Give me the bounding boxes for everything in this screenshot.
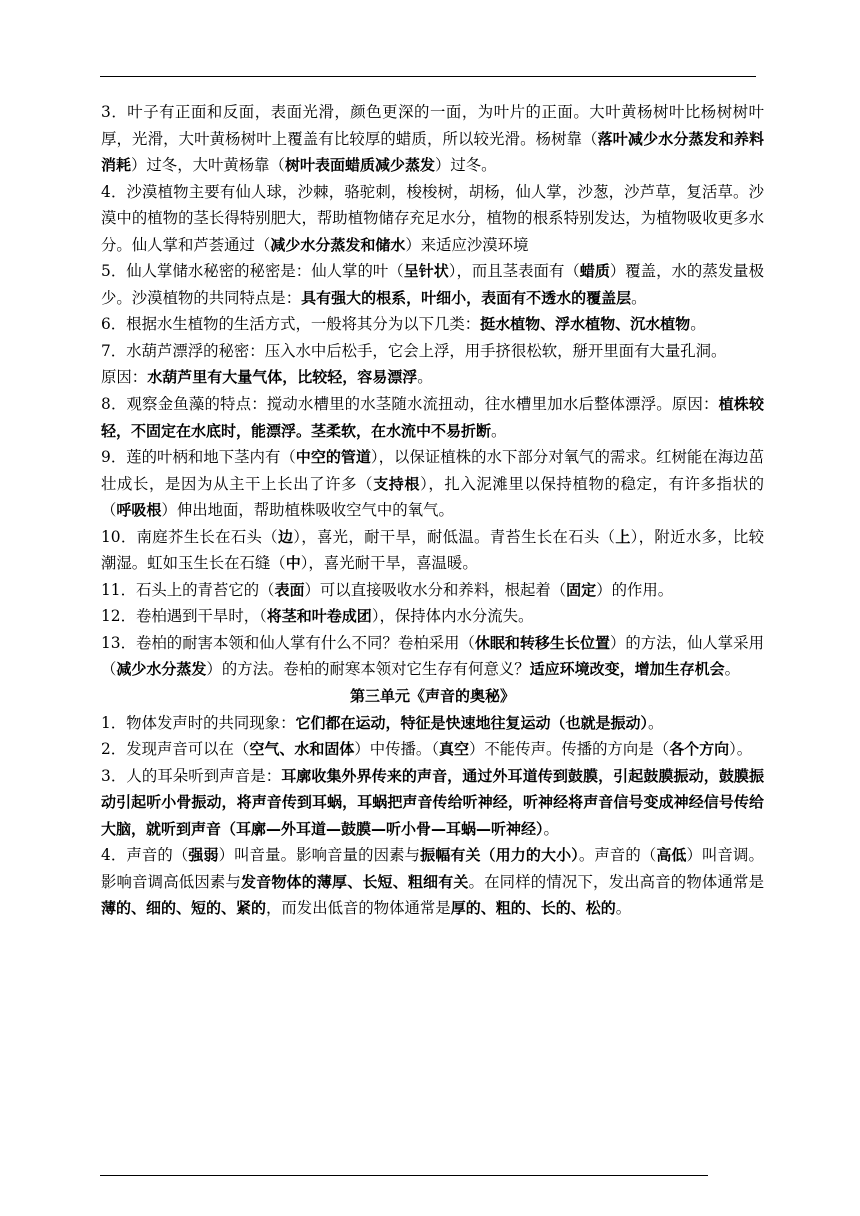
paragraph bbox=[101, 258, 764, 311]
text-run: 。声音的（ bbox=[578, 846, 657, 865]
bold-answer: 中空的管道 bbox=[295, 448, 371, 467]
paragraph bbox=[101, 736, 764, 763]
plant-section-paragraphs bbox=[101, 99, 764, 683]
text-run: ）叫音量。影响音量的因素与 bbox=[218, 846, 421, 865]
text-run: ）。 bbox=[729, 740, 753, 759]
text-run: 2．发现声音可以在（ bbox=[101, 740, 250, 759]
bold-answer: 上 bbox=[615, 527, 631, 546]
text-run: 4．沙漠植物主要有仙人球，沙棘，骆驼刺，梭梭树，胡杨，仙人掌，沙葱，沙芦草，复活草。沙漠中的植物的茎长得特别肥大，帮助植物储存充足水分，植物的根系特别发达，为植物吸收更多水分。仙人掌和芦荟通过（ bbox=[101, 182, 764, 254]
text-run: ），扎入泥滩里以保持植物的稳定，有许多指状的（ bbox=[101, 474, 764, 520]
footer-rule bbox=[100, 1175, 708, 1176]
bold-answer: 支持根 bbox=[373, 474, 421, 493]
bold-answer: 薄的、细的、短的、紧的 bbox=[101, 899, 267, 918]
bold-answer: 耳廓收集外界传来的声音，通过外耳道传到鼓膜，引起鼓膜振动，鼓膜振动引起听小骨振动，将声音传到耳蜗，耳蜗把声音传给听神经，听神经将声音信号变成神经信号传给大脑，就听到声音（耳廓—外耳道—鼓膜—听小骨—耳蜗—听神经） bbox=[101, 766, 764, 838]
text-run: 3．人的耳朵听到声音是： bbox=[101, 766, 282, 785]
bold-answer: 休眠和转移生长位置 bbox=[474, 633, 610, 652]
text-run: 13．卷柏的耐害本领和仙人掌有什么不同？卷柏采用（ bbox=[101, 633, 475, 652]
text-run: 6．根据水生植物的生活方式，一般将其分为以下几类： bbox=[101, 315, 481, 334]
bold-answer: 中 bbox=[285, 554, 301, 573]
bold-answer: 它们都在运动，特征是快速地往复运动（也就是振动） bbox=[295, 713, 648, 732]
bold-answer: 蜡质 bbox=[579, 262, 610, 281]
text-run: ）伸出地面，帮助植株吸收空气中的氧气。 bbox=[161, 501, 454, 520]
text-run: ）叫音调。影响音调高低因素与 bbox=[101, 846, 764, 891]
text-run: 1．物体发声时的共同现象： bbox=[101, 713, 296, 732]
bold-answer: 水葫芦里有大量气体，比较轻，容易漂浮 bbox=[147, 368, 418, 387]
text-run: 。 bbox=[543, 819, 559, 838]
text-run: 7．水葫芦漂浮的秘密：压入水中后松手，它会上浮，用手挤很松软，掰开里面有大量孔洞。 bbox=[101, 341, 727, 360]
paragraph bbox=[101, 391, 764, 444]
text-run: ）可以直接吸收水分和养料，根起着（ bbox=[304, 580, 567, 599]
bold-answer: 减少水分蒸发 bbox=[116, 660, 207, 679]
text-run: ）来适应沙漠环境 bbox=[405, 235, 529, 254]
paragraph bbox=[101, 630, 764, 683]
bold-answer: 挺水植物、浮水植物、沉水植物 bbox=[480, 315, 691, 334]
text-run: 。 bbox=[724, 660, 741, 679]
bold-answer: 植株较轻，不固定在水底时，能漂浮。茎柔软，在水流中不易折断 bbox=[101, 395, 764, 440]
header-rule bbox=[100, 76, 756, 77]
text-run: ），而且茎表面有（ bbox=[448, 262, 580, 281]
text-run: 。 bbox=[631, 288, 647, 307]
paragraph bbox=[101, 763, 764, 843]
text-run: 4．声音的（ bbox=[101, 846, 189, 865]
section-heading: 第三单元《声音的奥秘》 bbox=[349, 687, 515, 706]
bold-answer: 固定 bbox=[566, 580, 597, 599]
paragraph bbox=[101, 364, 764, 391]
bold-answer: 呼吸根 bbox=[116, 501, 162, 520]
text-run: ）过冬。 bbox=[434, 156, 497, 175]
text-run: ），附近水多，比较潮湿。虹如玉生长在石缝（ bbox=[101, 527, 764, 573]
paragraph bbox=[101, 524, 764, 577]
text-run: ）不能传声。传播的方向是（ bbox=[469, 740, 670, 759]
bold-answer: 将茎和叶卷成团 bbox=[266, 607, 372, 626]
paragraph bbox=[101, 603, 764, 630]
text-run: 原因： bbox=[101, 368, 148, 387]
bold-answer: 边 bbox=[277, 527, 294, 546]
bold-answer: 厚的、粗的、长的、松的 bbox=[450, 899, 616, 918]
bold-answer: 各个方向 bbox=[669, 740, 730, 759]
paragraph bbox=[101, 311, 764, 338]
text-run: 。 bbox=[491, 421, 507, 440]
text-run: ）过冬，大叶黄杨靠（ bbox=[131, 156, 285, 175]
bold-answer: 减少水分蒸发和储水 bbox=[270, 235, 406, 254]
paragraph bbox=[101, 179, 764, 259]
bold-answer: 落叶减少水分蒸发和养料消耗 bbox=[101, 129, 764, 175]
text-run: ）的方法，仙人掌采用（ bbox=[101, 633, 764, 679]
bold-answer: 呈针状 bbox=[403, 262, 449, 281]
text-run: 。 bbox=[648, 713, 664, 732]
text-run: 。 bbox=[690, 315, 706, 334]
text-run: 12．卷柏遇到干旱时，（ bbox=[101, 607, 267, 626]
text-run: 11．石头上的青苔它的（ bbox=[101, 580, 275, 599]
bold-answer: 发音物体的薄厚、长短、粗细有关 bbox=[241, 872, 469, 891]
text-run: ），喜光，耐干旱，耐低温。青苔生长在石头（ bbox=[293, 527, 616, 546]
sound-section-paragraphs bbox=[101, 710, 764, 922]
text-run: 5．仙人掌储水秘密的秘密是：仙人掌的叶（ bbox=[101, 262, 404, 281]
paragraph bbox=[101, 444, 764, 524]
bold-answer: 高低 bbox=[656, 846, 687, 865]
text-run: 3．叶子有正面和反面，表面光滑，颜色更深的一面，为叶片的正面。大叶黄杨树叶比杨树树叶厚，光滑，大叶黄杨树叶上覆盖有比较厚的蜡质，所以较光滑。杨树靠（ bbox=[101, 103, 764, 148]
bold-answer: 真空 bbox=[438, 740, 469, 759]
document-body bbox=[101, 99, 764, 922]
text-run: 9．莲的叶柄和地下茎内有（ bbox=[101, 448, 296, 467]
text-run: 。在同样的情况下，发出高音的物体通常是 bbox=[468, 872, 764, 891]
bold-answer: 表面 bbox=[274, 580, 305, 599]
paragraph bbox=[101, 710, 764, 737]
bold-answer: 具有强大的根系，叶细小，表面有不透水的覆盖层 bbox=[301, 288, 632, 307]
text-run: 10．南庭芥生长在石头（ bbox=[101, 527, 278, 546]
text-run: ）的作用。 bbox=[596, 580, 674, 599]
text-run: ，而发出低音的物体通常是 bbox=[266, 899, 451, 918]
text-run: ），以保证植株的水下部分对氧气的需求。红树能在海边茁壮成长，是因为从主干上长出了许多（ bbox=[101, 448, 764, 493]
paragraph bbox=[101, 338, 764, 365]
bold-answer: 树叶表面蜡质减少蒸发 bbox=[284, 156, 435, 175]
text-run: 。 bbox=[615, 899, 632, 918]
text-run: ）中传播。（ bbox=[354, 740, 439, 759]
text-run: ），喜光耐干旱，喜温暖。 bbox=[300, 554, 478, 573]
text-run: ）的方法。卷柏的耐寒本领对它生存有何意义？ bbox=[206, 660, 530, 679]
text-run: ），保持体内水分流失。 bbox=[371, 607, 534, 626]
bold-answer: 适应环境改变，增加生存机会 bbox=[529, 660, 725, 679]
text-run: ）覆盖，水的蒸发量极少。沙漠植物的共同特点是： bbox=[101, 262, 764, 307]
paragraph bbox=[101, 99, 764, 179]
paragraph bbox=[101, 842, 764, 922]
paragraph bbox=[101, 577, 764, 604]
text-run: 。 bbox=[417, 368, 433, 387]
bold-answer: 空气、水和固体 bbox=[249, 740, 355, 759]
text-run: 8．观察金鱼藻的特点：搅动水槽里的水茎随水流扭动，往水槽里加水后整体漂浮。原因： bbox=[101, 395, 719, 414]
bold-answer: 振幅有关（用力的大小） bbox=[420, 846, 579, 865]
bold-answer: 强弱 bbox=[188, 846, 219, 865]
